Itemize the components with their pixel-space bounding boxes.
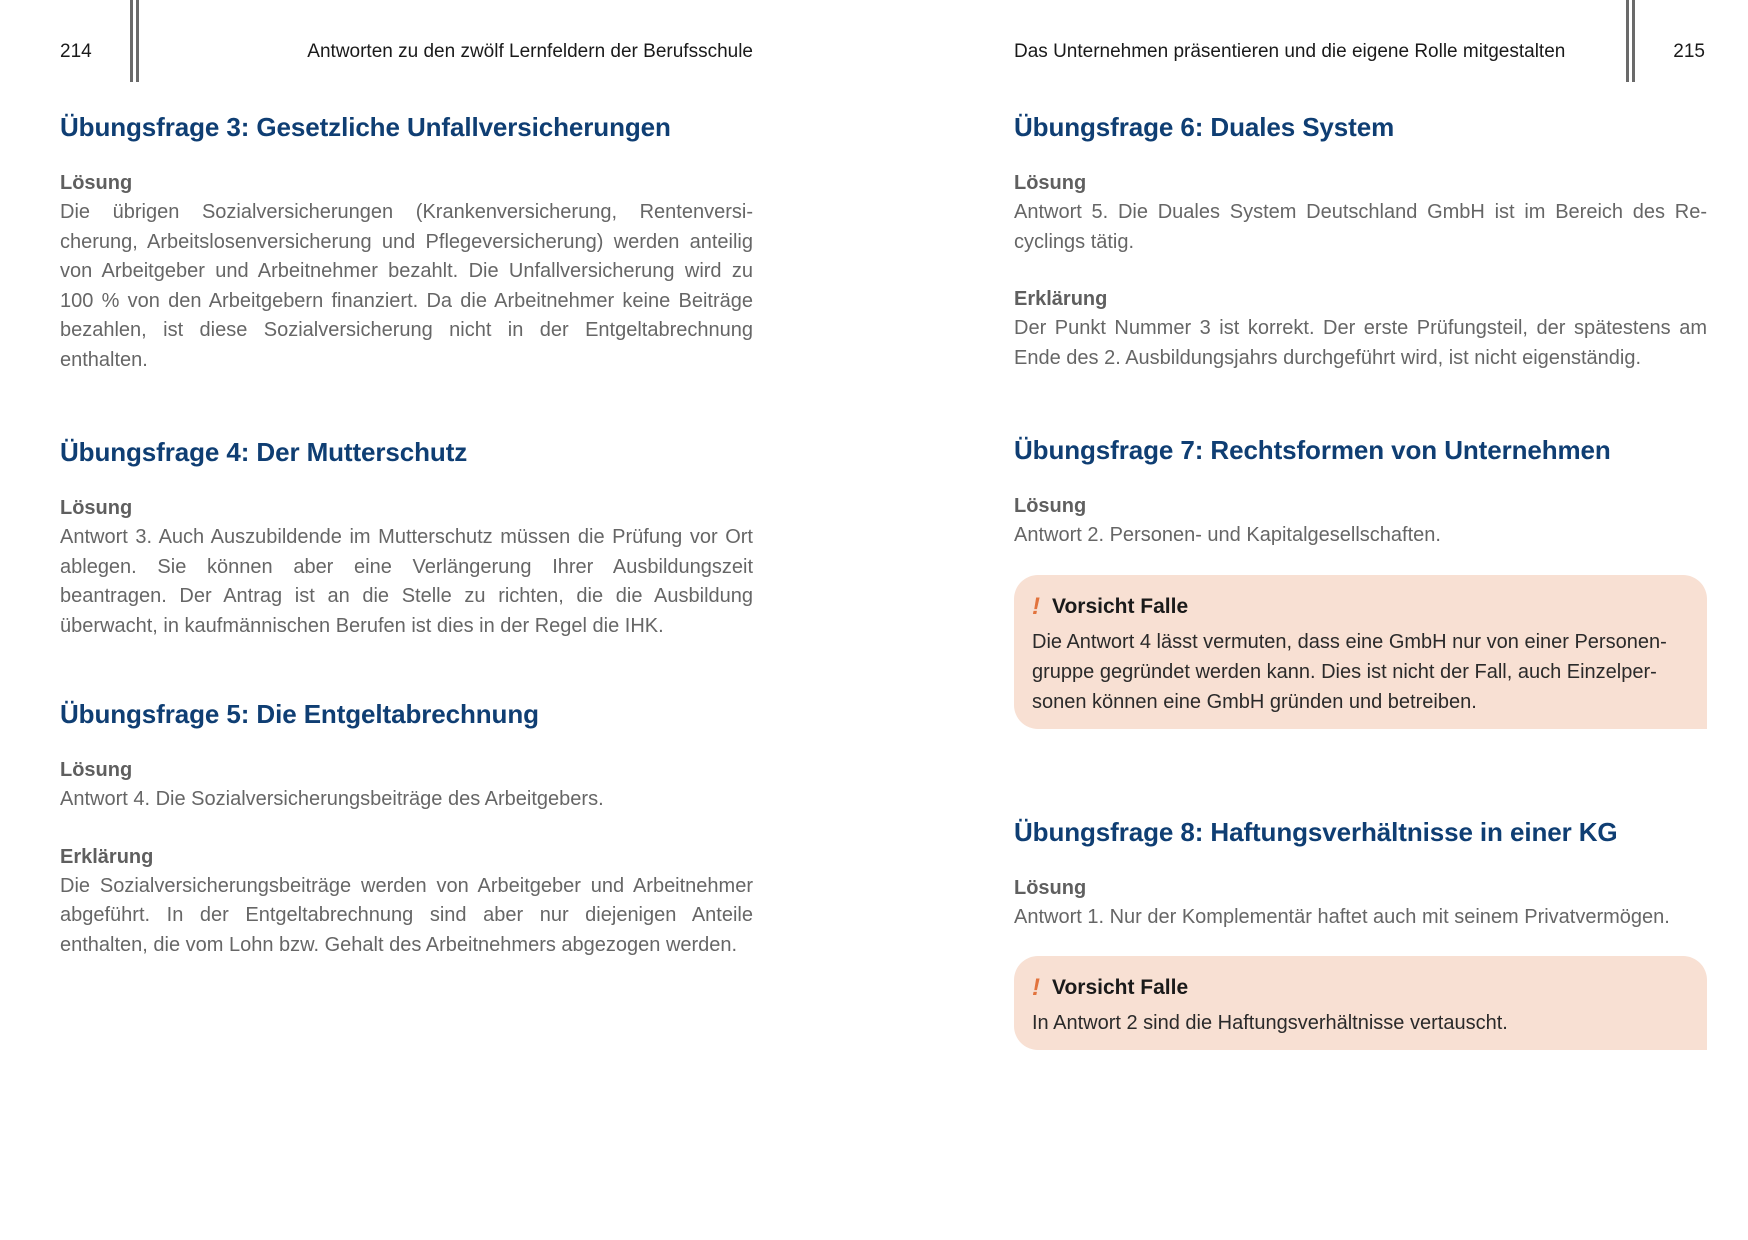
explanation-text: Der Punkt Nummer 3 ist korrekt. Der erste Prüfungsteil, der spätestens am Ende des 2. Ausbildungsjahrs durchgeführt wird, ist nicht eigenständig.: [1014, 317, 1707, 369]
page-number: 214: [60, 41, 92, 62]
exclamation-icon: !: [1032, 592, 1040, 620]
question-title: Übungsfrage 6: Duales System: [1014, 112, 1395, 142]
caution-title: Vorsicht Falle: [1052, 976, 1189, 999]
explanation-block: [1014, 285, 1707, 373]
solution-label: Lösung: [60, 497, 133, 519]
question-title: Übungsfrage 3: Gesetzliche Unfallversicherungen: [60, 112, 671, 142]
question-section: [1014, 817, 1707, 1051]
question-title: Übungsfrage 7: Rechtsformen von Unternehmen: [1014, 435, 1611, 465]
caution-box: [1014, 956, 1707, 1050]
solution-text: Antwort 3. Auch Auszubildende im Mutterschutz müssen die Prüfung vor Ort ablegen. Sie können aber eine Verlängerung Ihrer Ausbildungszeit beantragen. Der Antrag ist an die Stelle zu richten, die die Ausbildung überwacht, in kaufmännischen Berufen ist dies in der Regel die IHK.: [60, 526, 753, 637]
explanation-label: Erklärung: [1014, 288, 1108, 310]
page-content: [60, 112, 753, 998]
solution-block: [1014, 169, 1707, 257]
explanation-text: Die Sozialversicherungsbeiträge werden von Arbeitgeber und Arbeitnehmer abgeführt. In der Entgeltabrechnung sind aber nur diejenigen Anteile enthalten, die vom Lohn bzw. Gehalt des Arbeitnehmers abgezogen werden.: [60, 874, 753, 956]
solution-label: Lösung: [1014, 172, 1087, 194]
solution-label: Lösung: [60, 172, 133, 194]
running-header: Antworten zu den zwölf Lernfeldern der Berufsschule: [307, 41, 753, 62]
caution-title: Vorsicht Falle: [1052, 594, 1189, 618]
question-title: Übungsfrage 4: Der Mutterschutz: [60, 437, 468, 467]
caution-box: [1014, 575, 1707, 729]
question-section: [1014, 435, 1707, 729]
solution-text: Antwort 4. Die Sozialversicherungsbeiträge des Arbeitgebers.: [60, 788, 604, 810]
explanation-label: Erklärung: [60, 845, 154, 868]
gutter-bar: [130, 0, 133, 82]
question-section: [1014, 112, 1707, 373]
exclamation-icon: !: [1032, 974, 1040, 1001]
caution-text: Die Antwort 4 lässt vermuten, dass eine GmbH nur von einer Personengruppe gegründet werden kann. Dies ist nicht der Fall, auch Einzelpersonen können eine GmbH gründen und betreiben.: [1032, 630, 1667, 713]
explanation-block: [60, 843, 753, 961]
solution-label: Lösung: [1014, 876, 1087, 899]
page-number: 215: [1673, 41, 1705, 62]
question-section: [60, 437, 753, 641]
solution-label: Lösung: [1014, 495, 1087, 517]
solution-text: Antwort 2. Personen- und Kapitalgesellschaften.: [1014, 524, 1441, 546]
solution-block: [60, 756, 753, 815]
solution-text: Antwort 5. Die Duales System Deutschland GmbH ist im Bereich des Recyclings tätig.: [1014, 201, 1707, 253]
page-content: [1014, 112, 1707, 1088]
question-title: Übungsfrage 5: Die Entgeltabrechnung: [60, 699, 539, 729]
solution-text: Die übrigen Sozialversicherungen (Krankenversicherung, Rentenversicherung, Arbeitslosenversicherung und Pflegeversicherung) werden anteilig von Arbeitgeber und Arbeitnehmer bezahlt. Die Unfallversicherung wird zu 100 % von den Arbeitgebern finanziert. Da die Arbeitnehmer keine Beiträge bezahlen, ist diese Sozialversicherung nicht in der Entgeltabrechnung enthalten.: [60, 201, 753, 371]
solution-block: [60, 494, 753, 641]
caution-text: In Antwort 2 sind die Haftungsverhältnisse vertauscht.: [1032, 1012, 1508, 1034]
question-section: [60, 699, 753, 960]
gutter-bar: [1632, 0, 1635, 82]
caution-header: [1032, 974, 1689, 1002]
solution-block: [60, 169, 753, 375]
running-header: Das Unternehmen präsentieren und die eigene Rolle mitgestalten: [1014, 41, 1566, 62]
question-section: [60, 112, 753, 375]
question-title: Übungsfrage 8: Haftungsverhältnisse in einer KG: [1014, 816, 1618, 847]
right-page: [874, 0, 1748, 1240]
caution-header: [1032, 593, 1689, 621]
solution-label: Lösung: [60, 759, 133, 781]
solution-text: Antwort 1. Nur der Komplementär haftet auch mit seinem Privatvermögen.: [1014, 905, 1670, 928]
gutter-bar: [136, 0, 139, 82]
gutter-bar: [1626, 0, 1629, 82]
solution-block: [1014, 874, 1707, 933]
solution-block: [1014, 492, 1707, 551]
